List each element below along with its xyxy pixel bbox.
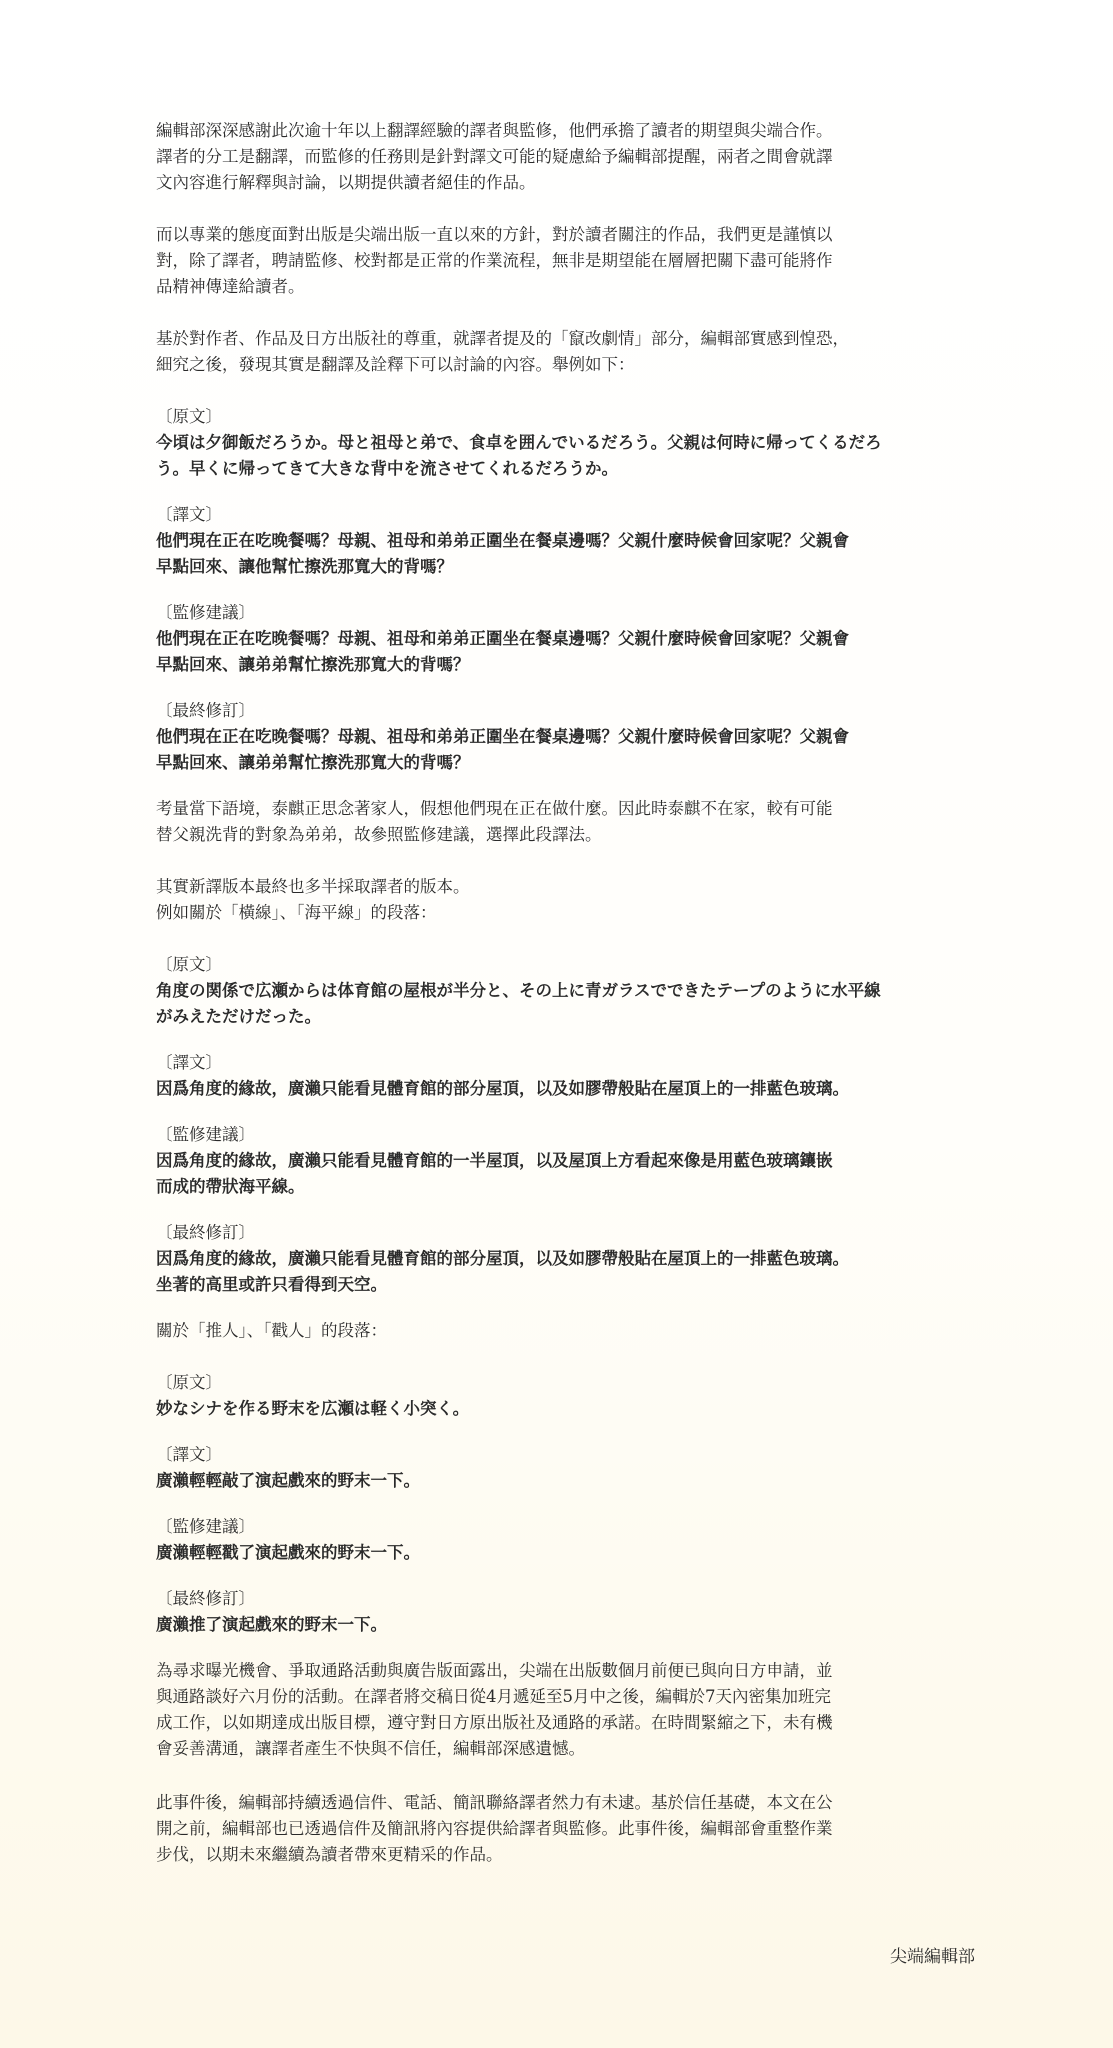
example-text: 因爲角度的緣故，廣瀨只能看見體育館的一半屋頂，以及屋頂上方看起來像是用藍色玻璃鑲嵌 而成的帶狀海平線。 (156, 1151, 833, 1196)
example2-original (156, 952, 977, 1030)
closing-paragraph-1: 為尋求曝光機會、爭取通路活動與廣告版面露出，尖端在出版數個月前便已與向日方申請，並 與通路談好六月份的活動。在譯者將交稿日從4月遞延至5月中之後，編輯於7天內密集加班完 成工作，以如期達成出版目標，遵守對日方原出版社及通路的承諾。在時間緊縮之下，未有機 會妥善溝通，讓譯者產生不快與不信任，編輯部深感遺憾。 (156, 1661, 833, 1758)
example1-translation (156, 502, 977, 580)
example-text: 因爲角度的緣故，廣瀨只能看見體育館的部分屋頂，以及如膠帶般貼在屋頂上的一排藍色玻璃。 (156, 1079, 849, 1098)
example-label: 〔原文〕 (156, 1373, 222, 1392)
example-text: 廣瀨輕輕戳了演起戲來的野末一下。 (156, 1543, 420, 1562)
example-label: 〔譯文〕 (156, 1445, 222, 1464)
example-text: 因爲角度的緣故，廣瀨只能看見體育館的部分屋頂，以及如膠帶般貼在屋頂上的一排藍色玻璃。 坐著的高里或許只看得到天空。 (156, 1249, 849, 1294)
example-label: 〔原文〕 (156, 407, 222, 426)
example-text: 他們現在正在吃晚餐嗎？母親、祖母和弟弟正圍坐在餐桌邊嗎？父親什麼時候會回家呢？父親會 早點回來、讓弟弟幫忙擦洗那寬大的背嗎？ (156, 629, 849, 674)
example2-translation (156, 1050, 977, 1102)
transition-paragraph-push: 關於「推人」、「戳人」的段落： (156, 1321, 387, 1340)
closing-paragraph-2: 此事件後，編輯部持續透過信件、電話、簡訊聯絡譯者然力有未逮。基於信任基礎，本文在公 開之前，編輯部也已透過信件及簡訊將內容提供給譯者與監修。此事件後，編輯部會重整作業 步伐，以期未來繼續為讀者帶來更精采的作品。 (156, 1793, 833, 1864)
example3-original (156, 1370, 977, 1422)
example-label: 〔監修建議〕 (156, 603, 255, 622)
intro-paragraph-2: 而以專業的態度面對出版是尖端出版一直以來的方針，對於讀者關注的作品，我們更是謹慎以 對，除了譯者，聘請監修、校對都是正常的作業流程，無非是期望能在層層把關下盡可能將作 品精神傳達給讀者。 (156, 225, 833, 296)
example-label: 〔譯文〕 (156, 1053, 222, 1072)
transition-paragraph-horizon: 其實新譯版本最終也多半採取譯者的版本。 例如關於「橫線」、「海平線」的段落： (156, 877, 470, 922)
example-label: 〔監修建議〕 (156, 1517, 255, 1536)
example2-final-revision (156, 1220, 977, 1298)
example-text: 廣瀨輕輕敲了演起戲來的野末一下。 (156, 1471, 420, 1490)
intro-paragraph-1: 編輯部深深感謝此次逾十年以上翻譯經驗的譯者與監修，他們承擔了讀者的期望與尖端合作。 譯者的分工是翻譯，而監修的任務則是針對譯文可能的疑慮給予編輯部提醒，兩者之間會就譯 文內容進行解釋與討論，以期提供讀者絕佳的作品。 (156, 121, 833, 192)
signature: 尖端編輯部 (890, 1947, 975, 1967)
example-text: 妙なシナを作る野末を広瀬は軽く小突く。 (156, 1399, 470, 1418)
example-label: 〔最終修訂〕 (156, 1223, 255, 1242)
example-text: 他們現在正在吃晚餐嗎？母親、祖母和弟弟正圍坐在餐桌邊嗎？父親什麼時候會回家呢？父親會 早點回來、讓弟弟幫忙擦洗那寬大的背嗎？ (156, 727, 849, 772)
example-label: 〔原文〕 (156, 955, 222, 974)
example1-final-revision (156, 698, 977, 776)
example3-translation (156, 1442, 977, 1494)
example-text: 他們現在正在吃晚餐嗎？母親、祖母和弟弟正圍坐在餐桌邊嗎？父親什麼時候會回家呢？父親會 早點回來、讓他幫忙擦洗那寬大的背嗎？ (156, 531, 849, 576)
example2-supervisor-suggestion (156, 1122, 977, 1200)
example-label: 〔監修建議〕 (156, 1125, 255, 1144)
example-text: 今頃は夕御飯だろうか。母と祖母と弟で、食卓を囲んでいるだろう。父親は何時に帰ってくるだろ う。早くに帰ってきて大きな背中を流させてくれるだろうか。 (156, 433, 882, 478)
example-text: 角度の関係で広瀬からは体育館の屋根が半分と、その上に青ガラスでできたテープのように水平線 がみえただけだった。 (156, 981, 881, 1026)
example1-original (156, 404, 977, 482)
example1-supervisor-suggestion (156, 600, 977, 678)
example-label: 〔譯文〕 (156, 505, 222, 524)
example-label: 〔最終修訂〕 (156, 701, 255, 720)
example-label: 〔最終修訂〕 (156, 1589, 255, 1608)
example3-supervisor-suggestion (156, 1514, 977, 1566)
analysis-paragraph: 考量當下語境，泰麒正思念著家人，假想他們現在正在做什麼。因此時泰麒不在家，較有可能 替父親洗背的對象為弟弟，故參照監修建議，選擇此段譯法。 (156, 799, 833, 844)
example-text: 廣瀨推了演起戲來的野末一下。 (156, 1615, 387, 1634)
intro-paragraph-3: 基於對作者、作品及日方出版社的尊重，就譯者提及的「竄改劇情」部分，編輯部實感到惶恐， 細究之後，發現其實是翻譯及詮釋下可以討論的內容。舉例如下： (156, 329, 849, 374)
example3-final-revision (156, 1586, 977, 1638)
